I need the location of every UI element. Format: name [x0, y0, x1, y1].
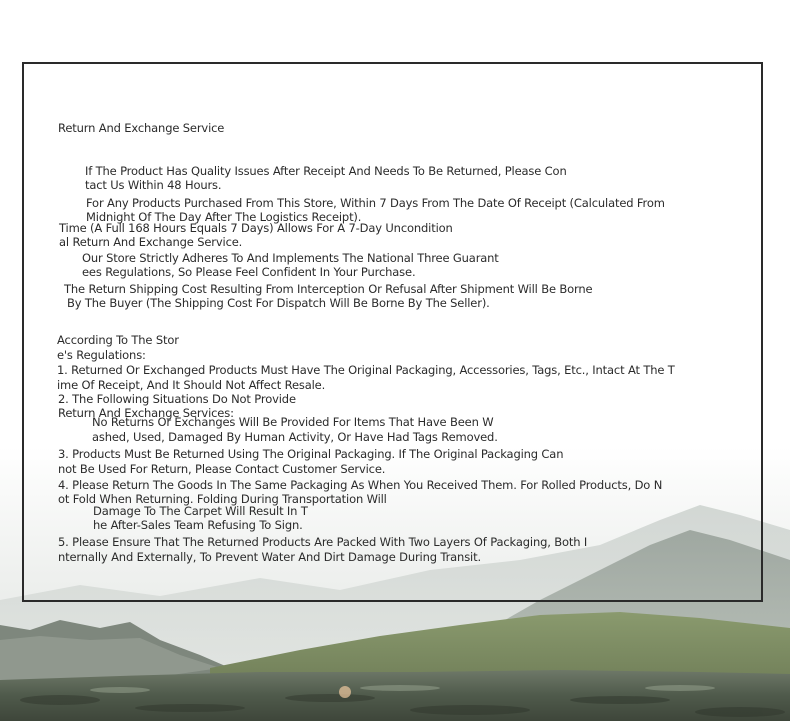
rules-line: ot Fold When Returning. Folding During Transportation Will	[58, 492, 387, 506]
intro-line: Midnight Of The Day After The Logistics Receipt).	[86, 210, 362, 224]
intro-line: tact Us Within 48 Hours.	[85, 178, 222, 192]
intro-line: By The Buyer (The Shipping Cost For Dispatch Will Be Borne By The Seller).	[67, 296, 490, 310]
intro-line: For Any Products Purchased From This Store, Within 7 Days From The Date Of Receipt (Calculated From	[86, 196, 665, 210]
intro-line: Time (A Full 168 Hours Equals 7 Days) Allows For A 7-Day Uncondition	[59, 221, 453, 235]
intro-line: Our Store Strictly Adheres To And Implements The National Three Guarant	[82, 251, 499, 265]
rules-line: 5. Please Ensure That The Returned Products Are Packed With Two Layers Of Packaging, Both I	[58, 535, 588, 549]
page-title: Return And Exchange Service	[58, 121, 225, 135]
intro-line: If The Product Has Quality Issues After Receipt And Needs To Be Returned, Please Con	[85, 164, 567, 178]
rules-line: Return And Exchange Services:	[58, 406, 234, 420]
rules-line: 4. Please Return The Goods In The Same Packaging As When You Received Them. For Rolled Products, Do N	[58, 478, 663, 492]
intro-line: The Return Shipping Cost Resulting From Interception Or Refusal After Shipment Will Be Borne	[64, 282, 593, 296]
rules-line: not Be Used For Return, Please Contact Customer Service.	[58, 462, 386, 476]
rules-line: According To The Stor	[57, 333, 179, 347]
rules-line: 1. Returned Or Exchanged Products Must Have The Original Packaging, Accessories, Tags, Etc., Intact At The T	[57, 363, 675, 377]
intro-line: ees Regulations, So Please Feel Confident In Your Purchase.	[82, 265, 416, 279]
rules-line: ashed, Used, Damaged By Human Activity, Or Have Had Tags Removed.	[92, 430, 498, 444]
rules-line: Damage To The Carpet Will Result In T	[93, 504, 308, 518]
rules-line: e's Regulations:	[57, 348, 146, 362]
rules-line: 2. The Following Situations Do Not Provide	[58, 392, 296, 406]
rules-line: he After-Sales Team Refusing To Sign.	[93, 518, 303, 532]
rules-line: ime Of Receipt, And It Should Not Affect Resale.	[57, 378, 326, 392]
intro-line: al Return And Exchange Service.	[59, 235, 243, 249]
rules-line: No Returns Or Exchanges Will Be Provided For Items That Have Been W	[92, 415, 494, 429]
rules-line: 3. Products Must Be Returned Using The Original Packaging. If The Original Packaging Can	[58, 447, 564, 461]
rules-line: nternally And Externally, To Prevent Water And Dirt Damage During Transit.	[58, 550, 481, 564]
